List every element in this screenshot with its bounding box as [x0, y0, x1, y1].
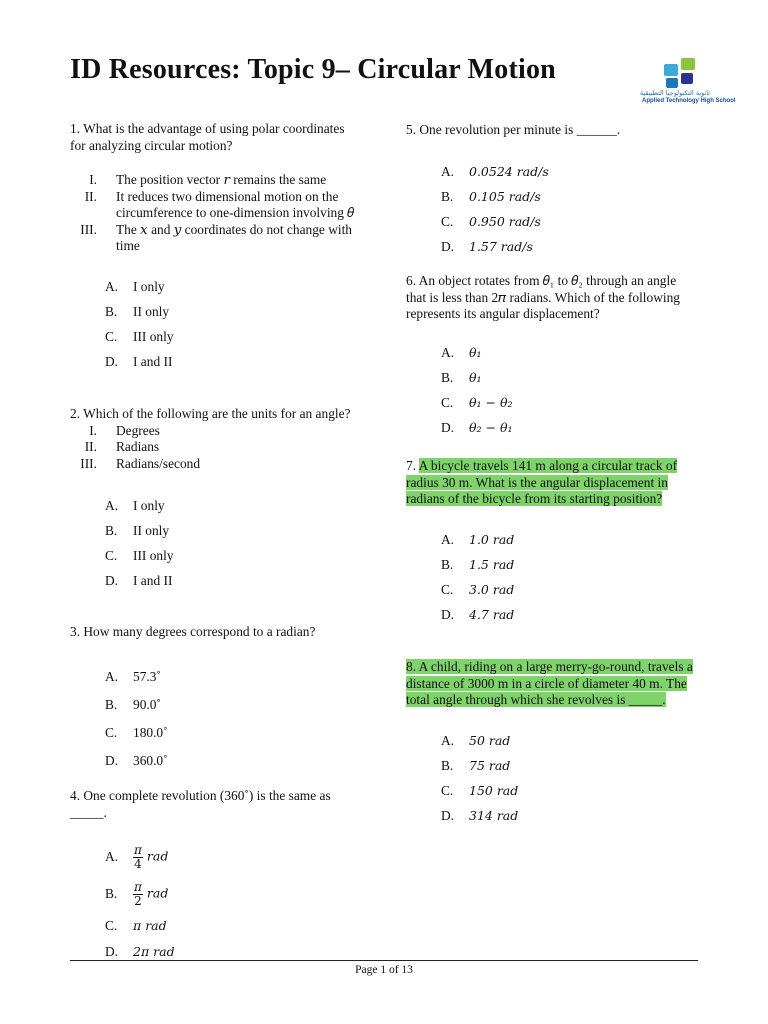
option-label: C.	[105, 328, 118, 344]
option-text: 314 rad	[469, 807, 519, 823]
question-stem: 1. What is the advantage of using polar coordinates for analyzing circular motion?	[70, 121, 345, 153]
option-text: I only	[133, 498, 165, 514]
option-label: B.	[441, 369, 454, 385]
fraction-denominator: 2	[134, 894, 142, 908]
option-label: C.	[441, 581, 454, 597]
page-title: ID Resources: Topic 9– Circular Motion	[70, 54, 556, 85]
option-c[interactable]	[406, 391, 696, 416]
option-c[interactable]	[406, 578, 698, 603]
option-b[interactable]	[70, 692, 360, 720]
option-text: 𝜃₁	[469, 369, 482, 385]
question-6	[406, 273, 696, 441]
option-label: D.	[441, 606, 455, 622]
option-label: A.	[105, 669, 119, 685]
question-stem: 6. An object rotates from 𝜃₁ to 𝜃₂ through an angle that is less than 2𝜋 radians. Which of the following represents its angular displacement?	[406, 273, 680, 321]
option-text: 1.57 rad/s	[469, 238, 533, 254]
option-d[interactable]	[406, 804, 698, 829]
options-list	[70, 839, 360, 965]
option-d[interactable]	[70, 748, 360, 776]
option-text: I only	[133, 278, 165, 294]
option-text: 𝜃₁	[469, 344, 482, 360]
options-list	[70, 275, 360, 375]
options-list	[70, 664, 360, 776]
question-stem: 4. One complete revolution (360˚) is the same as _____.	[70, 788, 331, 820]
option-label: D.	[441, 238, 455, 254]
options-list	[406, 729, 698, 829]
question-number: 7.	[406, 458, 419, 473]
option-text: 57.3˚	[133, 669, 161, 685]
statement-number: III.	[80, 221, 97, 237]
option-d[interactable]	[406, 235, 696, 260]
options-list	[406, 528, 698, 628]
options-list	[70, 494, 360, 594]
option-b[interactable]	[70, 300, 360, 325]
options-list	[406, 341, 696, 441]
statement-text: Radians	[116, 439, 160, 454]
statement-list	[70, 172, 360, 255]
option-label: D.	[105, 573, 119, 589]
option-label: A.	[105, 278, 119, 294]
option-label: C.	[105, 917, 118, 933]
option-label: D.	[105, 353, 119, 369]
option-text: 150 rad	[469, 782, 519, 798]
option-text: 1.0 rad	[469, 531, 515, 547]
question-stem: 5. One revolution per minute is ______.	[406, 122, 621, 137]
option-c[interactable]	[406, 210, 696, 235]
option-label: B.	[105, 697, 118, 713]
option-label: C.	[105, 548, 118, 564]
option-label: C.	[441, 782, 454, 798]
option-a[interactable]	[406, 528, 698, 553]
option-label: B.	[105, 886, 118, 902]
statement-number: II.	[84, 188, 97, 204]
option-a[interactable]	[70, 494, 360, 519]
option-label: D.	[441, 419, 455, 435]
footer-divider	[70, 960, 698, 961]
option-label: B.	[441, 556, 454, 572]
fraction-numerator: π	[134, 880, 142, 894]
question-2	[70, 406, 360, 594]
option-label: D.	[105, 753, 119, 769]
statement-text: It reduces two dimensional motion on the circumference to one-dimension involving 𝜃	[116, 188, 355, 220]
option-label: A.	[441, 344, 455, 360]
option-a[interactable]	[406, 729, 698, 754]
statement-number: I.	[89, 422, 97, 438]
option-label: C.	[105, 725, 118, 741]
statement-number: I.	[89, 172, 97, 187]
option-text: 4.7 rad	[469, 606, 515, 622]
option-text: 75 rad	[469, 757, 511, 773]
question-7	[406, 458, 698, 628]
option-a[interactable]	[406, 160, 696, 185]
option-text: 0.105 rad/s	[469, 188, 541, 204]
option-text: 𝜃₂ − 𝜃₁	[469, 419, 513, 435]
statement-item	[70, 456, 360, 473]
option-label: B.	[441, 188, 454, 204]
fraction-denominator: 4	[134, 857, 142, 871]
logo-icon	[664, 58, 698, 86]
highlighted-stem-text: A bicycle travels 141 m along a circular track of radius 30 m. What is the angular displacement in radians of the bicycle from its starting position?	[406, 458, 678, 506]
statement-item	[70, 439, 360, 456]
option-c[interactable]	[406, 779, 698, 804]
option-label: B.	[105, 303, 118, 319]
option-text: II only	[133, 303, 170, 319]
option-text: 90.0˚	[133, 697, 161, 713]
option-text: 𝜃₁ − 𝜃₂	[469, 394, 513, 410]
option-b[interactable]	[406, 553, 698, 578]
option-label: A.	[441, 163, 455, 179]
question-8	[406, 659, 698, 829]
question-stem: 2. Which of the following are the units for an angle?	[70, 406, 351, 421]
option-b[interactable]	[70, 876, 360, 913]
option-text: 3.0 rad	[469, 581, 515, 597]
fraction-numerator: π	[134, 843, 142, 857]
option-d[interactable]	[70, 939, 360, 965]
option-text: rad	[146, 848, 169, 864]
option-b[interactable]	[406, 366, 696, 391]
option-text: 180.0˚	[133, 725, 168, 741]
statement-text: The 𝑥 and 𝑦 coordinates do not change with time	[116, 221, 352, 253]
pi-over-2-fraction	[133, 881, 143, 908]
option-label: D.	[441, 807, 455, 823]
statement-text: Radians/second	[116, 455, 201, 471]
option-text: 360.0˚	[133, 753, 168, 769]
option-label: D.	[105, 943, 119, 959]
option-text: II only	[133, 523, 170, 539]
option-c[interactable]	[70, 720, 360, 748]
option-text: III only	[133, 548, 174, 564]
statement-item	[70, 423, 360, 440]
page-number: Page 1 of 13	[355, 964, 413, 976]
option-label: A.	[441, 531, 455, 547]
option-label: C.	[441, 213, 454, 229]
question-5	[406, 122, 696, 260]
question-stem	[406, 458, 698, 508]
option-label: C.	[441, 394, 454, 410]
option-c[interactable]	[70, 325, 360, 350]
option-text: I and II	[133, 353, 173, 369]
option-a[interactable]	[70, 275, 360, 300]
option-text: III only	[133, 328, 174, 344]
option-d[interactable]	[70, 569, 360, 594]
question-stem: 3. How many degrees correspond to a radian?	[70, 624, 316, 639]
question-3	[70, 624, 360, 776]
statement-number: III.	[80, 455, 97, 471]
option-b[interactable]	[406, 754, 698, 779]
option-label: B.	[441, 757, 454, 773]
option-a[interactable]	[70, 839, 360, 876]
option-d[interactable]	[406, 416, 696, 441]
option-c[interactable]	[70, 544, 360, 569]
option-d[interactable]	[406, 603, 698, 628]
option-a[interactable]	[406, 341, 696, 366]
school-logo	[636, 58, 736, 108]
statement-item	[70, 189, 360, 222]
statement-item	[70, 172, 360, 189]
highlighted-stem-text: 8. A child, riding on a large merry-go-round, travels a distance of 3000 m in a circle of diameter 40 m. The total angle through which she revolves is _____.	[406, 659, 693, 707]
option-label: A.	[105, 849, 119, 865]
question-1	[70, 121, 360, 375]
statement-item	[70, 222, 360, 255]
option-text: rad	[146, 885, 169, 901]
pi-over-4-fraction	[133, 844, 143, 871]
option-text: 50 rad	[469, 732, 511, 748]
question-stem	[406, 659, 698, 709]
question-4	[70, 788, 360, 965]
statement-text: Degrees	[116, 422, 160, 438]
statement-number: II.	[84, 439, 97, 454]
option-text: 1.5 rad	[469, 556, 515, 572]
option-label: B.	[105, 523, 118, 539]
options-list	[406, 160, 696, 260]
option-a[interactable]	[70, 664, 360, 692]
option-b[interactable]	[406, 185, 696, 210]
statement-text: The position vector 𝑟 remains the same	[116, 172, 327, 187]
logo-english-text: Applied Technology High School	[642, 98, 736, 104]
option-label: A.	[105, 498, 119, 514]
option-text: I and II	[133, 573, 173, 589]
option-c[interactable]	[70, 913, 360, 939]
statement-list	[70, 423, 360, 473]
option-text: 2π rad	[133, 943, 175, 959]
option-text: 0.0524 rad/s	[469, 163, 549, 179]
option-label: A.	[441, 732, 455, 748]
logo-arabic-text: ثانوية التكنولوجيا التطبيقية	[640, 89, 711, 97]
option-d[interactable]	[70, 350, 360, 375]
option-text: 0.950 rad/s	[469, 213, 541, 229]
option-text: π rad	[133, 917, 167, 933]
option-b[interactable]	[70, 519, 360, 544]
